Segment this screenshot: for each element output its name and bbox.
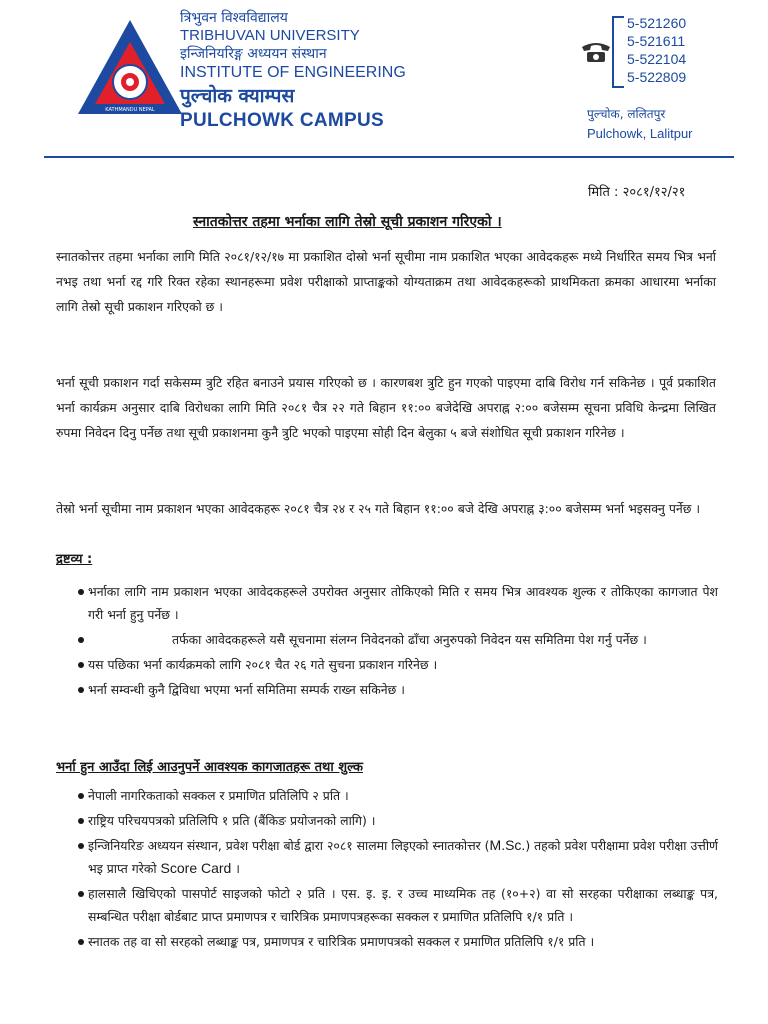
list-item bbox=[56, 882, 718, 928]
document-text-part: इन्जिनियरिङ अध्ययन संस्थान, प्रवेश परीक्षा बोर्ड द्वारा २०८१ सालमा लिइएको स्नातकोत्तर ( bbox=[88, 838, 490, 853]
phone-bracket bbox=[612, 16, 624, 88]
bullet-icon bbox=[78, 939, 84, 945]
bullet-icon bbox=[78, 662, 84, 668]
list-item bbox=[56, 809, 718, 832]
document-text: हालसालै खिचिएको पासपोर्ट साइजको फोटो २ प्रति । एस. इ. इ. र उच्च माध्यमिक तह (१०+२) वा सो सरहका परीक्षाका लब्धाङ्क पत्र, सम्बन्धित परीक्षा बोर्डबाट प्राप्त प्रमाणपत्र र चारित्रिक प्रमाणपत्रहरूका सक्कल र प्रमाणित प्रतिलिपि १/१ प्रति । bbox=[88, 886, 718, 924]
bullet-icon bbox=[78, 793, 84, 799]
documents-heading: भर्ना हुन आउँदा लिई आउनुपर्ने आवश्यक कागजातहरू तथा शुल्क bbox=[56, 760, 363, 775]
notice-date: मिति : २०८१/१२/२१ bbox=[588, 185, 686, 200]
list-item bbox=[56, 628, 718, 651]
campus-name-en: PULCHOWK CAMPUS bbox=[180, 110, 384, 131]
campus-name-np: पुल्चोक क्याम्पस bbox=[180, 85, 295, 107]
degree-label: M.Sc. bbox=[489, 837, 526, 853]
notice-paragraph-3: तेस्रो भर्ना सूचीमा नाम प्रकाशन भएका आवेदकहरू २०८१ चैत्र २४ र २५ गते बिहान ११:०० बजे देखि अपराह्न ३:०० बजेसम्म भर्ना भइसक्नु पर्नेछ । bbox=[56, 501, 701, 516]
university-logo bbox=[76, 18, 184, 118]
address-en: Pulchowk, Lalitpur bbox=[587, 126, 693, 141]
bullet-icon bbox=[78, 589, 84, 595]
phone-number: 5-522809 bbox=[627, 69, 687, 85]
list-item bbox=[56, 580, 718, 626]
institution-names bbox=[180, 10, 406, 133]
bullet-icon bbox=[78, 687, 84, 693]
list-item bbox=[56, 678, 718, 701]
telephone-icon bbox=[579, 40, 613, 64]
notice-paragraph-1: स्नातकोत्तर तहमा भर्नाका लागि मिति २०८१/१२/१७ मा प्रकाशित दोस्रो भर्ना सूचीमा नाम प्रकाशित भएका आवेदकहरू मध्ये निर्धारित समय भित्र भर्ना नभइ तथा भर्ना रद्द गरि रिक्त रहेका स्थानहरूमा प्रवेश परीक्षाको प्राप्ताङ्कको योग्यताक्रम तथा आवेदकहरूको प्राथमिकता क्रमका आधारमा भर्नाका लागि तेस्रो सूची प्रकाशन गरिएको छ । bbox=[56, 249, 716, 314]
bullet-icon bbox=[78, 637, 84, 643]
document-text: राष्ट्रिय परिचयपत्रको प्रतिलिपि १ प्रति (बैंकिङ प्रयोजनको लागि) । bbox=[88, 813, 376, 828]
phone-number: 5-521260 bbox=[627, 15, 687, 31]
institute-name-en: INSTITUTE OF ENGINEERING bbox=[180, 64, 406, 81]
letterhead bbox=[0, 0, 768, 160]
document-text-part: ) तहको प्रवेश परीक्षामा प्रवेश परीक्षा उत्तीर्ण भइ प्राप्त गरेको bbox=[88, 838, 718, 876]
notice-paragraph-2: भर्ना सूची प्रकाशन गर्दा सकेसम्म त्रुटि रहित बनाउने प्रयास गरिएको छ । कारणबश त्रुटि हुन गएको पाइएमा दाबि विरोध गर्न सकिनेछ । पूर्व प्रकाशित भर्ना कार्यक्रम अनुसार दाबि विरोधका लागि मिति २०८१ चैत्र २२ गते बिहान ११:०० बजेदेखि अपराह्न २:०० बजेसम्म सूचना प्रविधि केन्द्रमा लिखित रुपमा निवेदन दिनु पर्नेछ तथा सूची प्रकाशनमा कुनै त्रुटि भएको पाइएमा सोही दिन बेलुका ५ बजे संशोधित सूची प्रकाशन गरिनेछ । bbox=[56, 375, 716, 440]
score-card-label: Score Card bbox=[160, 860, 232, 876]
list-item bbox=[56, 834, 718, 880]
phone-number: 5-522104 bbox=[627, 51, 687, 67]
campus-address bbox=[587, 104, 693, 144]
document-text: स्नातक तह वा सो सरहको लब्धाङ्क पत्र, प्रमाणपत्र र चारित्रिक प्रमाणपत्रको सक्कल र प्रमाणित प्रतिलिपि १/१ प्रति । bbox=[88, 934, 595, 949]
header-divider bbox=[44, 156, 734, 158]
document-text-part: । bbox=[231, 861, 240, 876]
note-text: भर्ना सम्वन्धी कुनै द्विविधा भएमा भर्ना समितिमा सम्पर्क राख्न सकिनेछ । bbox=[88, 682, 405, 697]
bullet-icon bbox=[78, 818, 84, 824]
note-text: भर्नाका लागि नाम प्रकाशन भएका आवेदकहरूले उपरोक्त अनुसार तोकिएको मिति र समय भित्र आवश्यक शुल्क र तोकिएका कागजात पेश गरी भर्ना हुनु पर्नेछ । bbox=[88, 584, 718, 622]
bullet-icon bbox=[78, 891, 84, 897]
phone-number: 5-521611 bbox=[627, 33, 686, 49]
list-item bbox=[56, 930, 718, 953]
phone-numbers bbox=[627, 14, 686, 86]
institute-name-np: इन्जिनियरिङ्ग अध्ययन संस्थान bbox=[180, 46, 327, 62]
list-item bbox=[56, 784, 718, 807]
address-np: पुल्चोक, ललितपुर bbox=[587, 107, 666, 121]
bullet-icon bbox=[78, 843, 84, 849]
university-name-en: TRIBHUVAN UNIVERSITY bbox=[180, 27, 360, 44]
note-text: यस पछिका भर्ना कार्यक्रमको लागि २०८१ चैत २६ गते सुचना प्रकाशन गरिनेछ । bbox=[88, 657, 438, 672]
notes-list bbox=[56, 580, 718, 703]
notice-title: स्नातकोत्तर तहमा भर्नाका लागि तेस्रो सूची प्रकाशन गरिएको । bbox=[193, 214, 502, 230]
documents-list bbox=[56, 784, 718, 955]
document-text: नेपाली नागरिकताको सक्कल र प्रमाणित प्रतिलिपि २ प्रति । bbox=[88, 788, 349, 803]
notes-heading: द्रष्टव्य : bbox=[56, 552, 93, 567]
list-item bbox=[56, 653, 718, 676]
note-text: तर्फका आवेदकहरूले यसै सूचनामा संलग्न निवेदनको ढाँचा अनुरुपको निवेदन यस समितिमा पेश गर्नु पर्नेछ । bbox=[172, 632, 647, 647]
logo-caption: KATHMANDU NEPAL bbox=[105, 107, 155, 113]
university-name-np: त्रिभुवन विश्वविद्यालय bbox=[180, 10, 288, 26]
